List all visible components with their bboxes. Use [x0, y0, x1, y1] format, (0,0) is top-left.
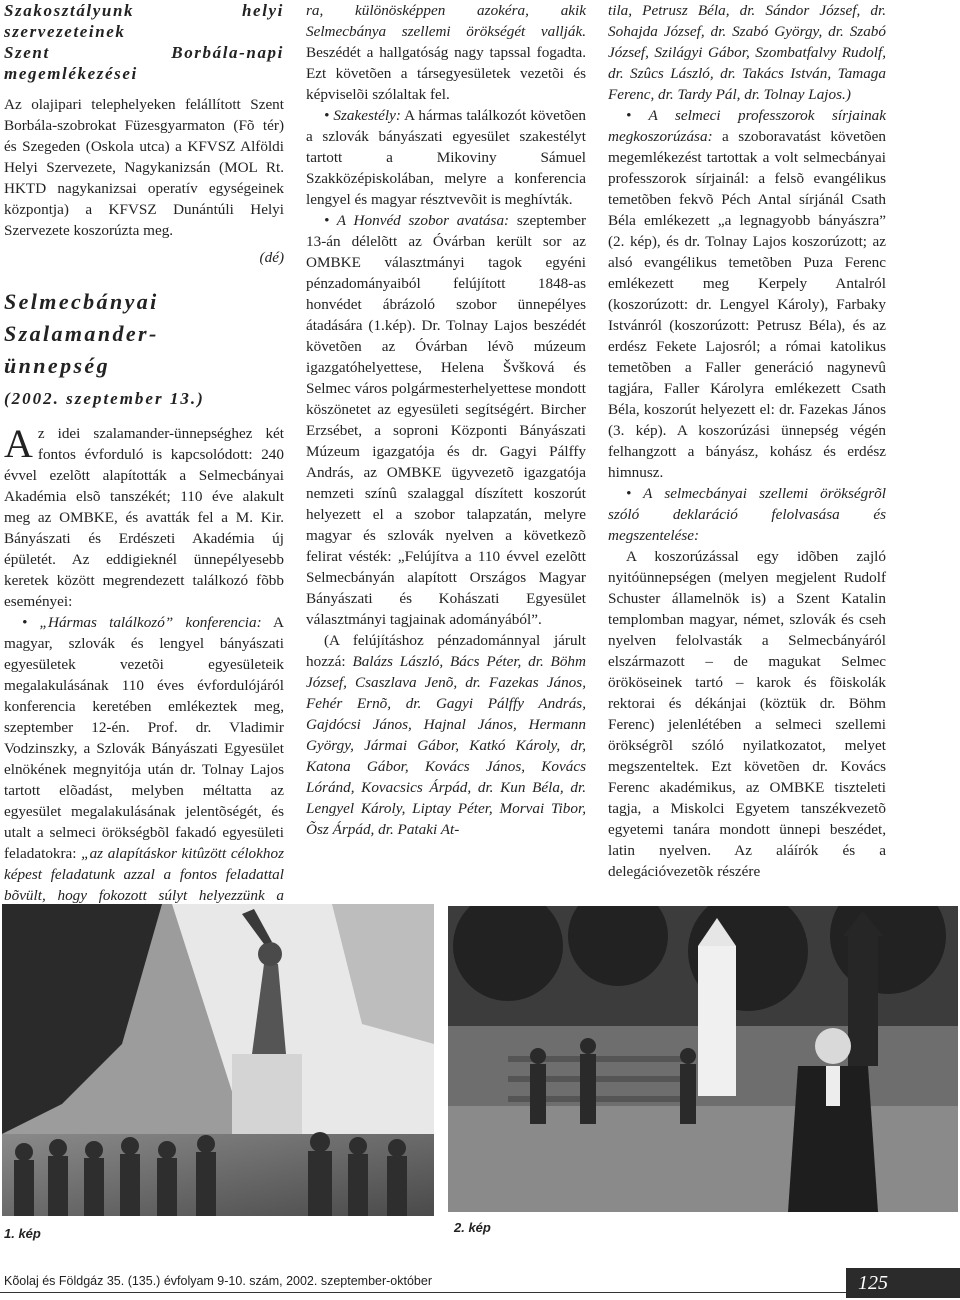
article-title-line2: ünnepség — [4, 353, 110, 378]
column-2 — [306, 0, 586, 840]
bullet-graves-text: a szoboravatást követõen megemlékezést tartottak a volt selmecbányai professzorok sírjainál: a felsõ evangélikus temetõben fekvõ Péch Antal sírjánál Csath Béla emlékezett „a legnagyobb bányászra” (2. kép), és dr. Tolnay Lajos koszorúzott; az alsó evangélikus temetõben Puza Ferenc emlékezett meg Kerpely Antalról (koszorúzott: dr. Lengyel Károly), Farbaky Istvánról (koszorúzott: Petrusz Béla), és az erdész Fekete Lajosról; a római katolikus temetõben a Faller generáció nagynevû tagjára, Faller Károlyra emlékezett Csath Béla, koszorút helyezett el: dr. Fazekas János (3. kép). A koszorúzási ünnepség végén felhangzott a bányász, kohász és erdész himnusz. — [608, 128, 886, 481]
paragraph-intro — [4, 423, 284, 612]
column-3 — [608, 0, 886, 882]
bullet-conference-text: A magyar, szlovák és lengyel bányászati egyesületek vezetõi egyesületeik megalakulásának 110 éves évfordulójáról konferencia keretében emlékeztek meg, szeptember 12-én. Prof. dr. Vladimir Vodzinszky, a Szlovák Bányászati Egyesület elnökének megnyitója után dr. Tolnay Lajos tartott elõadást, melyben méltatta az egyesület megalakulásának jelentõségét, és utalt a selmeci örökségbõl fakadó egyesületi feladatokra: — [4, 614, 284, 862]
paragraph-declaration: A koszorúzással egy idõben zajló nyitóünnepségen (melyen megjelent Rudolf Schuster államelnök is) a Szent Katalin templomban magyar, német, szlovák és cseh nyelven felolvasták a Selmecbányáról elszármazott – de magukat Selmec örököseinek tartó – karok és fõiskolák rektorai és dékánjai (köztük dr. Böhm Ferenc) jelenlétében a selmeci szellemi örökségrõl szóló nyilatkozatot, melyet megszenteltek. Ezt követõen dr. Kovács Ferenc akadémikus, az OMBKE tiszteleti tagja, a Miskolci Egyetem tanszékvezetõ egyetemi tanára mondott ünnepi beszédet, latin nyelven. Az aláírók és a delegációvezetõk részére — [608, 548, 886, 880]
bullet-graves — [608, 105, 886, 483]
footer-rule — [0, 1292, 846, 1293]
donors-intro: (A felújításhoz pénzadománnyal járult hozzá: — [306, 632, 586, 670]
photo-statue-ceremony — [2, 904, 434, 1216]
section-heading-line1: Szakosztályunk helyi szervezeteinek — [4, 1, 284, 41]
bullet-graves-title: • A selmeci professzorok sírjainak megkoszorúzása: — [608, 107, 886, 145]
statue-ceremony-image — [2, 904, 434, 1216]
page-number: 125 — [846, 1268, 960, 1298]
bullet-honved-title: • A Honvéd szobor avatása: — [324, 212, 510, 229]
photo1-caption: 1. kép — [4, 1226, 41, 1241]
bullet-szakestely-text: A hármas találkozót követõen a szlovák bányászati egyesület szakestélyt tartott a Mikoviny Sámuel Szakközépiskolában, melyre a konferencia lengyel és magyar résztvevõit is meghívták. — [306, 107, 586, 208]
paragraph-donors — [306, 630, 586, 840]
donors-names: Balázs László, Bács Péter, dr. Böhm József, Csaszlava Jenõ, dr. Fazekas János, Fehér Ernõ, dr. Gagyi Pálffy András, Gajdócsi János, Hajnal János, Hermann György, Jármai Gábor, Katkó Károly, dr, Katona Gábor, Kovács János, Kovács Lóránd, Kovacsics Árpád, dr. Kun Béla, dr. Lengyel Károly, Liptay Péter, Morvai Tibor, Õsz Árpád, dr. Pataki At- — [306, 653, 586, 838]
author-signature: (dé) — [259, 249, 284, 266]
bullet-declaration-title: • A selmecbányai szellemi örökségrõl szóló deklaráció felolvasása és megszentelése: — [608, 485, 886, 544]
article-date: (2002. szeptember 13.) — [4, 389, 205, 408]
paragraph-continued — [306, 0, 586, 105]
bullet-conference-quote: „az alapításkor kitûzött célokhoz képest feladatunk azzal a fontos feladattal bõvült, hogy fokozott súlyt helyezzünk a — [4, 845, 284, 904]
quote-continued: ra, különösképpen azokéra, akik Selmecbánya szellemi örökségét vallják. — [306, 2, 586, 40]
bullet-honved-text: szeptember 13-án délelõtt az Óvárban került sor az OMBKE választmányi tagok egyéni pénzadományaiból felújított 1848-as honvédet ábrázoló szobor ünnepélyes átadására (1.kép). Dr. Tolnay Lajos beszédét követõen az Óvárban lévõ múzeum igazgatóhelyettese, Helena Švšková és Selmec város polgármesterhelyettese mondott köszönetet az egyesületi segítségért. Bircher Erzsébet, a soproni Központi Bányászati Múzeum igazgatója és dr. Gagyi Pálffy András, az OMBKE ügyvezetõ igazgatója nemzeti színû szalaggal díszített koszorút helyezett el a szobor talapzatán, melyre magyar és szlovák nyelven a következõ felirat vésték: „Felújítva a 110 évvel ezelõtt Selmecbányán alapított Országos Magyar Bányászati és Kohászati Egyesület választmányi tagjainak adományából”. — [306, 212, 586, 628]
column-1 — [4, 0, 284, 948]
section-heading-line2: Szent Borbála-napi megemlékezései — [4, 43, 284, 83]
intro-text: z idei szalamander-ünnepséghez két fontos évforduló is kapcsolódott: 240 évvel ezelõtt alapították a Selmecbányai Akadémia elsõ tanszékét; 110 éve alakult meg az OMBKE, és avatták fel a M. Kir. Bányászati és Erdészeti Akadémia új épületét. Az eddigieknél ünnepélyesebb keretek között megrendezett találkozó fõbb eseményei: — [4, 425, 284, 610]
article-title-line1: Selmecbányai Szalamander- — [4, 289, 159, 346]
photo-cemetery — [448, 906, 958, 1212]
donors-names-continued: tila, Petrusz Béla, dr. Sándor József, dr. Sohajda József, dr. Szabó György, dr. Szabó József, Szilágyi Gábor, Szombatfalvy Rudolf, dr. Szûcs László, dr. Takács István, Tamaga Ferenc, dr. Tardy Pál, dr. Tolnay Lajos.) — [608, 2, 886, 103]
bullet-conference-title: • „Hármas találkozó” konferencia: — [22, 614, 262, 631]
drop-cap: A — [4, 421, 33, 466]
bullet-conference — [4, 612, 284, 948]
continued-text: Beszédét a hallgatóság nagy tapssal fogadta. Ezt követõen a társegyesületek vezetõi és képviselõi szólaltak fel. — [306, 44, 586, 103]
cemetery-image — [448, 906, 958, 1212]
bullet-honved — [306, 210, 586, 630]
journal-footer: Kõolaj és Földgáz 35. (135.) évfolyam 9-10. szám, 2002. szeptember-október — [4, 1274, 432, 1288]
bullet-szakestely — [306, 105, 586, 210]
photo2-caption: 2. kép — [454, 1220, 491, 1235]
bullet-szakestely-title: • Szakestély: — [324, 107, 401, 124]
paragraph-borbala: Az olajipari telephelyeken felállított Szent Borbála-szobrokat Füzesgyarmaton (Fõ tér) és Szegeden (Oskola utca) a KFVSZ Alföldi Helyi Szervezete, Nagykanizsán (MOL Rt. HKTD nagykanizsai operatív egységeinek központja) a KFVSZ Dunántúli Helyi Szervezete koszorúzta meg. — [4, 96, 284, 239]
